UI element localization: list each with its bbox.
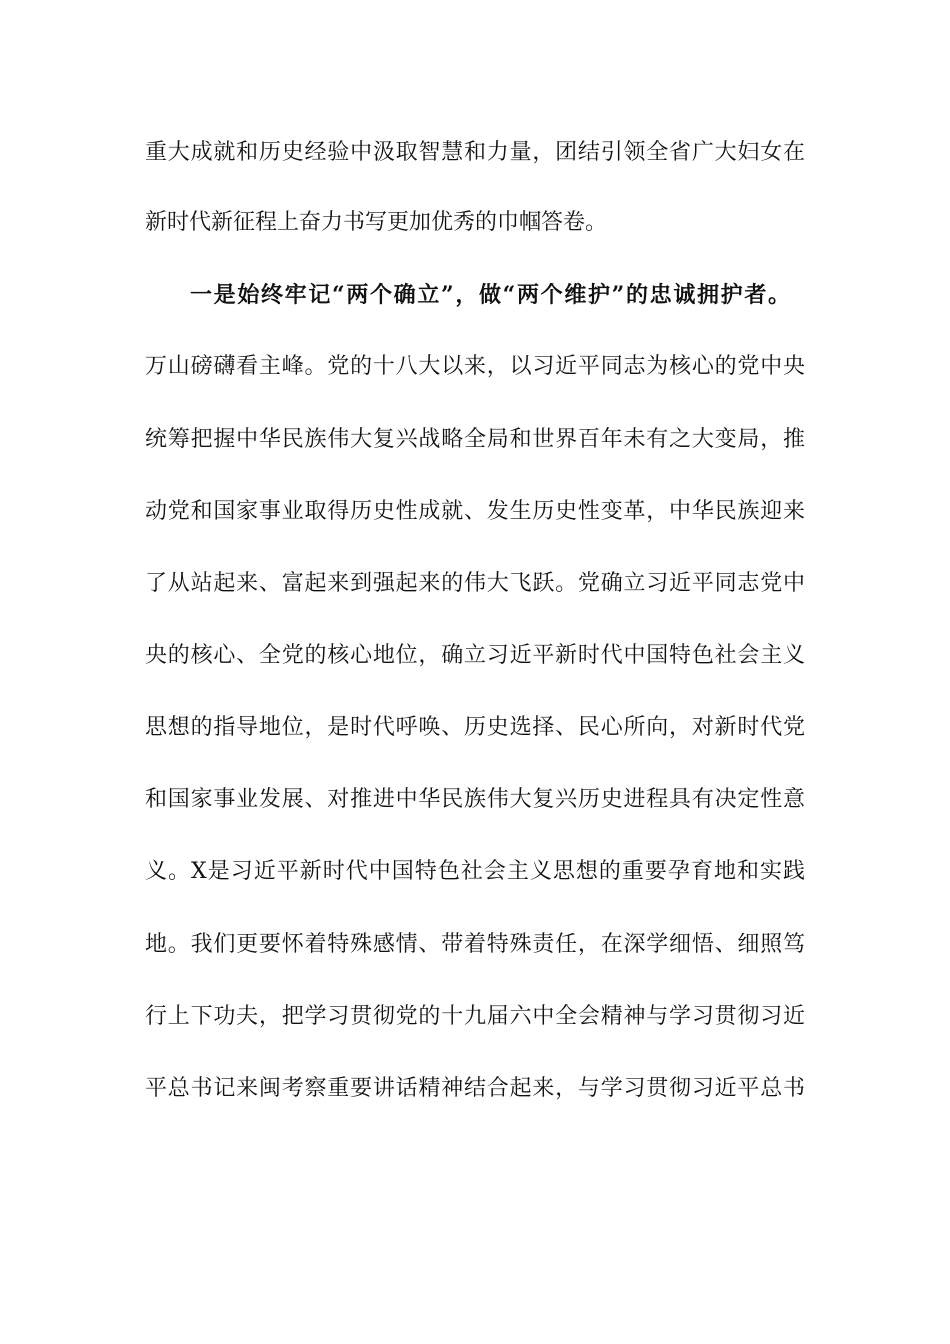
paragraph-line-6: 了从站起来、富起来到强起来的伟大飞跃。党确立习近平同志党中 [145, 571, 805, 596]
paragraph-line-2: 新时代新征程上奋力书写更加优秀的巾帼答卷。 [145, 210, 608, 235]
paragraph-line-3: 万山磅礴看主峰。党的十八大以来，以习近平同志为核心的党中央 [145, 354, 805, 379]
section-heading: 一是始终牢记“两个确立”，做“两个维护”的忠诚拥护者。 [190, 282, 790, 308]
paragraph-line-9: 和国家事业发展、对推进中华民族伟大复兴历史进程具有决定性意 [145, 787, 805, 812]
paragraph-line-7: 央的核心、全党的核心地位，确立习近平新时代中国特色社会主义 [145, 643, 805, 668]
paragraph-line-11: 地。我们更要怀着特殊感情、带着特殊责任，在深学细悟、细照笃 [145, 932, 805, 957]
paragraph-line-5: 动党和国家事业取得历史性成就、发生历史性变革，中华民族迎来 [145, 499, 805, 524]
paragraph-line-12: 行上下功夫，把学习贯彻党的十九届六中全会精神与学习贯彻习近 [145, 1004, 805, 1029]
paragraph-line-13: 平总书记来闽考察重要讲话精神结合起来，与学习贯彻习近平总书 [145, 1076, 805, 1101]
paragraph-line-8: 思想的指导地位，是时代呼唤、历史选择、民心所向，对新时代党 [145, 715, 805, 740]
paragraph-line-4: 统筹把握中华民族伟大复兴战略全局和世界百年未有之大变局，推 [145, 427, 805, 452]
paragraph-line-10: 义。X是习近平新时代中国特色社会主义思想的重要孕育地和实践 [145, 859, 805, 884]
paragraph-line-1: 重大成就和历史经验中汲取智慧和力量，团结引领全省广大妇女在 [145, 140, 805, 165]
